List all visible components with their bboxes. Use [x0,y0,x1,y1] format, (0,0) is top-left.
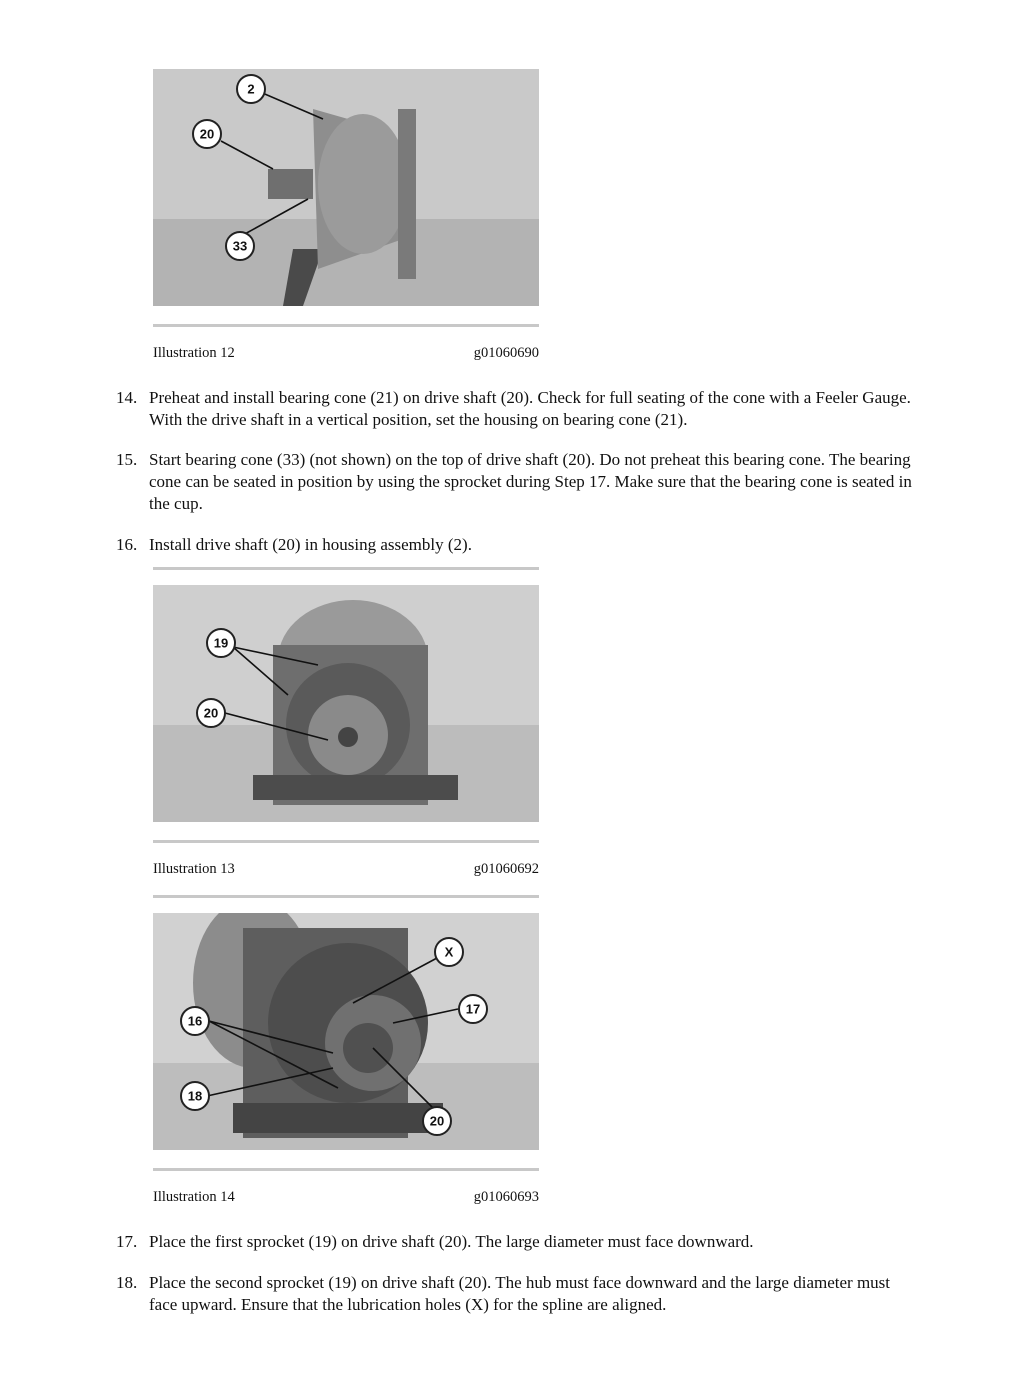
callout-2 [237,75,265,103]
illustration-13-photo [153,585,539,822]
step-17: 17. Place the first sprocket (19) on drive shaft (20). The large diameter must face downward. [116,1232,754,1251]
figure-divider [153,895,539,898]
caption-label: Illustration 14 [153,1189,235,1205]
illustration-12-photo [153,69,539,306]
callout-20 [423,1107,451,1135]
figure-divider [153,1168,539,1171]
figure-caption [153,1189,539,1206]
figure-caption [153,861,539,878]
illustration-14-photo [153,913,539,1150]
svg-text:18: 18 [187,1088,203,1104]
caption-label: Illustration 13 [153,861,235,877]
callout-16 [181,1007,209,1035]
figure-divider [153,567,539,570]
svg-text:16: 16 [187,1013,203,1029]
callout-20 [197,699,225,727]
svg-text:33: 33 [232,238,248,254]
step-15: 15. Start bearing cone (33) (not shown) on the top of drive shaft (20). Do not preheat this bearing cone. The bearing cone can be seated in position by using the sprocket during Step 17. Make sure that the bearing cone is seated in the cup. [116,450,912,513]
svg-text:19: 19 [213,635,229,651]
callout-x [435,938,463,966]
svg-text:20: 20 [429,1113,445,1129]
callout-33 [226,232,254,260]
caption-label: Illustration 12 [153,345,235,361]
figure-divider [153,840,539,843]
step-14: 14. Preheat and install bearing cone (21) on drive shaft (20). Check for full seating of the cone with a Feeler Gauge. With the drive shaft in a vertical position, set the housing on bearing cone (21). [116,388,911,429]
callout-17 [459,995,487,1023]
step-18: 18. Place the second sprocket (19) on drive shaft (20). The hub must face downward and the large diameter must face upward. Ensure that the lubrication holes (X) for the spline are aligned. [116,1273,891,1314]
svg-text:20: 20 [203,705,219,721]
svg-text:17: 17 [465,1001,481,1017]
figure-divider [153,324,539,327]
callout-18 [181,1082,209,1110]
caption-code: g01060693 [473,1189,539,1205]
caption-code: g01060692 [473,861,539,877]
step-16: 16. Install drive shaft (20) in housing assembly (2). [116,535,472,554]
svg-text:X: X [444,944,454,960]
svg-text:20: 20 [199,126,215,142]
caption-code: g01060690 [473,345,539,361]
callout-19 [207,629,235,657]
svg-text:2: 2 [247,81,255,97]
callout-20 [193,120,221,148]
figure-caption [153,345,539,362]
